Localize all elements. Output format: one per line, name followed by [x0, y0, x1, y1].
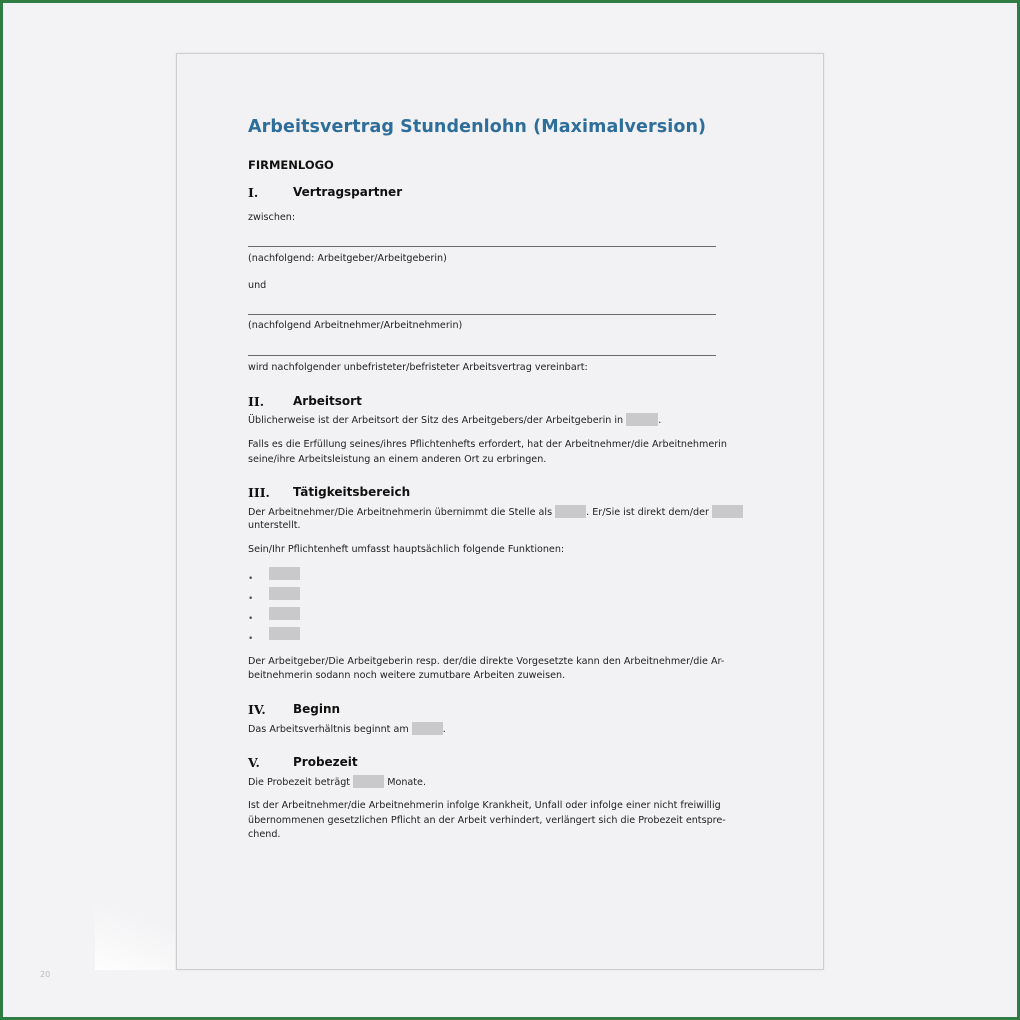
list-item	[248, 586, 253, 606]
list-item	[248, 606, 253, 626]
section-5-number: V.	[248, 755, 260, 770]
section-3-title: Tätigkeitsbereich	[293, 485, 411, 499]
probezeit-months-placeholder[interactable]	[353, 775, 384, 788]
section-3-number: III.	[248, 485, 270, 500]
list-item	[248, 566, 253, 586]
probezeit-text: Die Probezeit beträgt	[248, 777, 351, 788]
section-1-title: Vertragspartner	[293, 185, 403, 199]
function-placeholder-2[interactable]	[269, 587, 300, 600]
beginn-period: .	[442, 724, 446, 735]
taetigkeit-paragraph-3-line-2: beitnehmerin sodann noch weitere zumutbare Arbeiten zuweisen.	[248, 670, 566, 681]
section-2-number: II.	[248, 394, 265, 409]
arbeitsort-paragraph-1	[248, 413, 661, 429]
bullet-icon: •	[248, 614, 254, 624]
arbeitnehmer-note: (nachfolgend Arbeitnehmer/Arbeitnehmerin)	[248, 320, 463, 331]
arbeitgeber-note: (nachfolgend: Arbeitgeber/Arbeitgeberin)	[248, 253, 447, 264]
beginn-paragraph	[248, 722, 446, 738]
probezeit-unit: Monate.	[387, 777, 427, 788]
arbeitsort-period: .	[658, 415, 662, 426]
probezeit-paragraph-2-line-3: chend.	[248, 829, 281, 840]
firmenlogo-placeholder: FIRMENLOGO	[248, 158, 334, 172]
signature-line-arbeitnehmer	[248, 314, 716, 315]
list-item	[248, 626, 253, 646]
zwischen-text: zwischen:	[248, 212, 296, 223]
vorgesetzter-placeholder[interactable]	[712, 505, 743, 518]
page-shadow	[95, 880, 175, 970]
vorgesetzter-text: . Er/Sie ist direkt dem/der	[586, 507, 709, 518]
section-2-title: Arbeitsort	[293, 394, 362, 408]
document-page	[176, 53, 824, 970]
probezeit-paragraph-2-line-1: Ist der Arbeitnehmer/die Arbeitnehmerin infolge Krankheit, Unfall oder infolge einer nicht freiwillig	[248, 800, 721, 811]
section-5-title: Probezeit	[293, 755, 358, 769]
taetigkeit-paragraph-1-line-2: unterstellt.	[248, 520, 301, 531]
function-placeholder-3[interactable]	[269, 607, 300, 620]
function-list	[248, 566, 253, 646]
vereinbart-text: wird nachfolgender unbefristeter/befristeter Arbeitsvertrag vereinbart:	[248, 362, 588, 373]
und-text: und	[248, 280, 267, 291]
arbeitsort-placeholder[interactable]	[626, 413, 658, 426]
document-title: Arbeitsvertrag Stundenlohn (Maximalversion)	[248, 117, 707, 137]
arbeitsort-paragraph-2-line-1: Falls es die Erfüllung seines/ihres Pflichtenhefts erfordert, hat der Arbeitnehmer/die Arbeitnehmerin	[248, 439, 727, 450]
arbeitsort-paragraph-2-line-2: seine/ihre Arbeitsleistung an einem anderen Ort zu erbringen.	[248, 454, 547, 465]
signature-line-contract-type	[248, 355, 716, 356]
bullet-icon: •	[248, 574, 254, 584]
section-4-number: IV.	[248, 702, 266, 717]
bullet-icon: •	[248, 634, 254, 644]
function-placeholder-4[interactable]	[269, 627, 300, 640]
arbeitsort-text: Üblicherweise ist der Arbeitsort der Sitz des Arbeitgebers/der Arbeitgeberin in	[248, 415, 624, 426]
section-4-title: Beginn	[293, 702, 341, 716]
page-number: 20	[40, 970, 51, 979]
taetigkeit-paragraph-3-line-1: Der Arbeitgeber/Die Arbeitgeberin resp. der/die direkte Vorgesetzte kann den Arbeitnehmer/die Ar-	[248, 656, 725, 667]
beginn-date-placeholder[interactable]	[412, 722, 443, 735]
stelle-placeholder[interactable]	[555, 505, 586, 518]
pflichtenheft-intro: Sein/Ihr Pflichtenheft umfasst hauptsächlich folgende Funktionen:	[248, 544, 565, 555]
section-1-number: I.	[248, 185, 259, 200]
taetigkeit-paragraph-1-line-1	[248, 505, 743, 521]
function-placeholder-1[interactable]	[269, 567, 300, 580]
signature-line-arbeitgeber	[248, 246, 716, 247]
probezeit-paragraph-1	[248, 775, 426, 791]
probezeit-paragraph-2-line-2: übernommenen gesetzlichen Pflicht an der Arbeit verhindert, verlängert sich die Probezeit entspre-	[248, 815, 726, 826]
beginn-text: Das Arbeitsverhältnis beginnt am	[248, 724, 409, 735]
bullet-icon: •	[248, 594, 254, 604]
stelle-text: Der Arbeitnehmer/Die Arbeitnehmerin übernimmt die Stelle als	[248, 507, 553, 518]
